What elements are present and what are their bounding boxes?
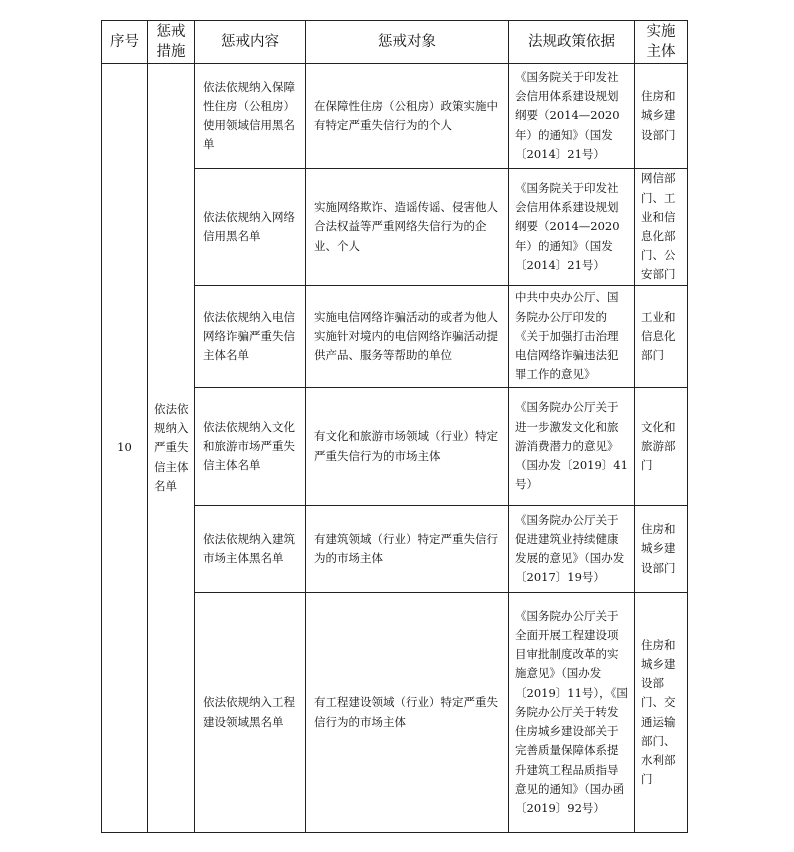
header-measure: 惩戒措施 <box>148 21 195 64</box>
header-target: 惩戒对象 <box>306 21 509 64</box>
content-cell: 依法依规纳入电信网络诈骗严重失信主体名单 <box>195 286 306 388</box>
seq-cell: 10 <box>102 64 148 833</box>
dept-cell: 住房和城乡建设部门 <box>635 64 688 169</box>
basis-cell: 《国务院办公厅关于全面开展工程建设项目审批制度改革的实施意见》（国办发〔2019〕11号），《国务院办公厅关于转发住房城乡建设部关于完善质量保障体系提升建筑工程品质指导意见的通知》（国办函〔2019〕92号） <box>509 593 635 833</box>
sanction-table <box>101 20 688 833</box>
target-cell: 实施网络欺诈、造谣传谣、侵害他人合法权益等严重网络失信行为的企业、个人 <box>306 169 509 286</box>
dept-cell: 住房和城乡建设部门 <box>635 506 688 593</box>
basis-cell: 《国务院关于印发社会信用体系建设规划纲要（2014—2020年）的通知》（国发〔2014〕21号） <box>509 169 635 286</box>
target-cell: 有文化和旅游市场领域（行业）特定严重失信行为的市场主体 <box>306 388 509 506</box>
header-row <box>102 21 688 64</box>
content-cell: 依法依规纳入保障性住房（公租房）使用领域信用黑名单 <box>195 64 306 169</box>
measure-cell <box>148 64 195 833</box>
measure-text: 依法依规纳入严重失信主体名单 <box>154 401 189 493</box>
content-cell: 依法依规纳入建筑市场主体黑名单 <box>195 506 306 593</box>
header-dept: 实施主体 <box>635 21 688 64</box>
table-row <box>102 64 688 169</box>
dept-cell: 网信部门、工业和信息化部门、公安部门 <box>635 169 688 286</box>
content-cell: 依法依规纳入网络信用黑名单 <box>195 169 306 286</box>
target-cell: 实施电信网络诈骗活动的或者为他人实施针对境内的电信网络诈骗活动提供产品、服务等帮助的单位 <box>306 286 509 388</box>
content-cell: 依法依规纳入工程建设领域黑名单 <box>195 593 306 833</box>
target-cell: 有工程建设领域（行业）特定严重失信行为的市场主体 <box>306 593 509 833</box>
header-content: 惩戒内容 <box>195 21 306 64</box>
header-basis: 法规政策依据 <box>509 21 635 64</box>
dept-cell: 住房和城乡建设部门、交通运输部门、水利部门 <box>635 593 688 833</box>
basis-cell: 《国务院关于印发社会信用体系建设规划纲要（2014—2020年）的通知》（国发〔2014〕21号） <box>509 64 635 169</box>
header-seq: 序号 <box>102 21 148 64</box>
content-cell: 依法依规纳入文化和旅游市场严重失信主体名单 <box>195 388 306 506</box>
basis-cell: 《国务院办公厅关于促进建筑业持续健康发展的意见》（国办发〔2017〕19号） <box>509 506 635 593</box>
target-cell: 在保障性住房（公租房）政策实施中有特定严重失信行为的个人 <box>306 64 509 169</box>
basis-cell: 中共中央办公厅、国务院办公厅印发的《关于加强打击治理电信网络诈骗违法犯罪工作的意见》 <box>509 286 635 388</box>
dept-cell: 文化和旅游部门 <box>635 388 688 506</box>
basis-cell: 《国务院办公厅关于进一步激发文化和旅游消费潜力的意见》（国办发〔2019〕41号） <box>509 388 635 506</box>
target-cell: 有建筑领域（行业）特定严重失信行为的市场主体 <box>306 506 509 593</box>
dept-cell: 工业和信息化部门 <box>635 286 688 388</box>
